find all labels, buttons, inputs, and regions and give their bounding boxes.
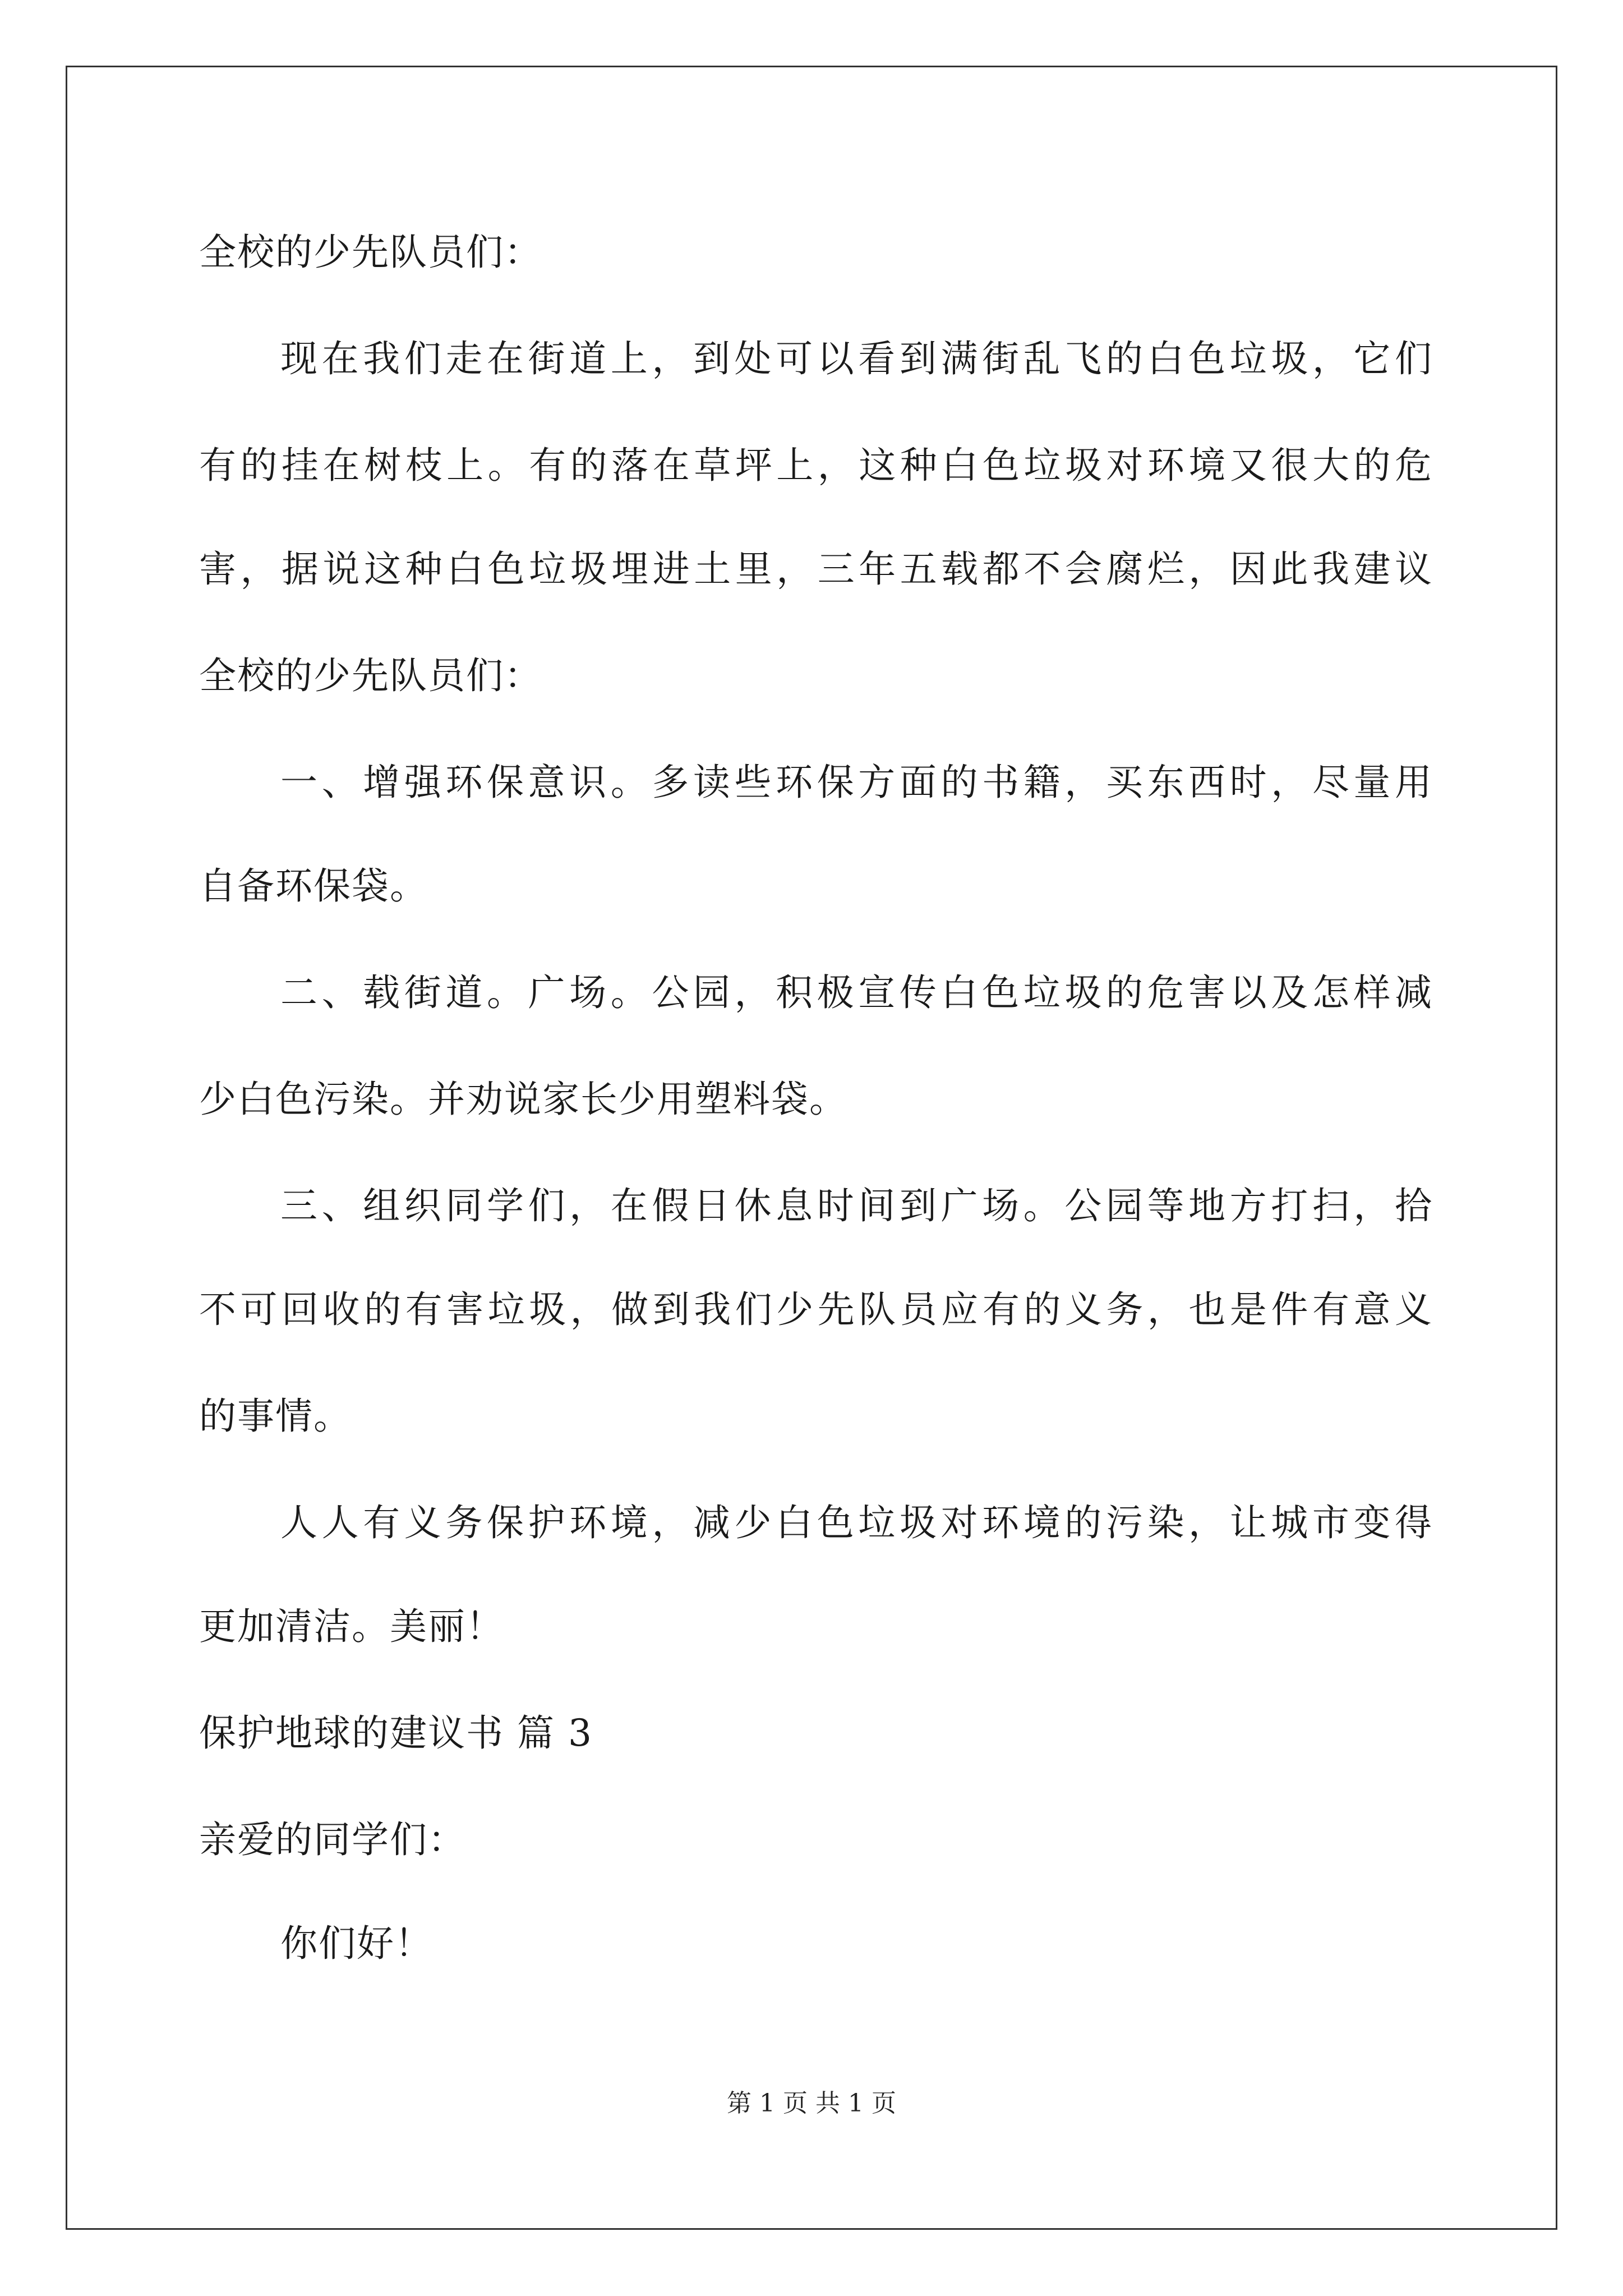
paragraph-line: 的事情。 — [199, 1395, 352, 1438]
paragraph-line: 少白色污染。并劝说家长少用塑料袋。 — [199, 1078, 847, 1121]
paragraph-line: 人人有义务保护环境，减少白色垃圾对环境的污染，让城市变得 — [280, 1501, 1433, 1544]
salutation: 亲爱的同学们： — [199, 1818, 466, 1861]
page-number: 第 1 页 共 1 页 — [727, 2089, 896, 2118]
paragraph-line: 不可回收的有害垃圾，做到我们少先队员应有的义务，也是件有意义 — [199, 1288, 1433, 1331]
paragraph-line: 自备环保袋。 — [199, 864, 428, 908]
paragraph-line: 全校的少先队员们： — [199, 654, 542, 697]
paragraph-line: 二、载街道。广场。公园，积极宣传白色垃圾的危害以及怎样减 — [280, 971, 1433, 1014]
paragraph-line: 有的挂在树枝上。有的落在草坪上，这种白色垃圾对环境又很大的危 — [199, 444, 1433, 487]
section-heading: 保护地球的建议书 篇 3 — [199, 1711, 593, 1755]
paragraph-line: 一、增强环保意识。多读些环保方面的书籍，买东西时，尽量用 — [280, 761, 1433, 804]
paragraph-line: 害，据说这种白色垃圾埋进土里，三年五载都不会腐烂，因此我建议 — [199, 547, 1433, 591]
paragraph-line: 三、组织同学们，在假日休息时间到广场。公园等地方打扫，拾 — [280, 1184, 1433, 1227]
paragraph-line: 更加清洁。美丽！ — [199, 1605, 504, 1648]
greeting-line: 你们好！ — [280, 1922, 433, 1965]
salutation: 全校的少先队员们： — [199, 231, 542, 274]
page-border — [66, 66, 1557, 2230]
paragraph-line: 现在我们走在街道上，到处可以看到满街乱飞的白色垃圾，它们 — [280, 337, 1433, 380]
